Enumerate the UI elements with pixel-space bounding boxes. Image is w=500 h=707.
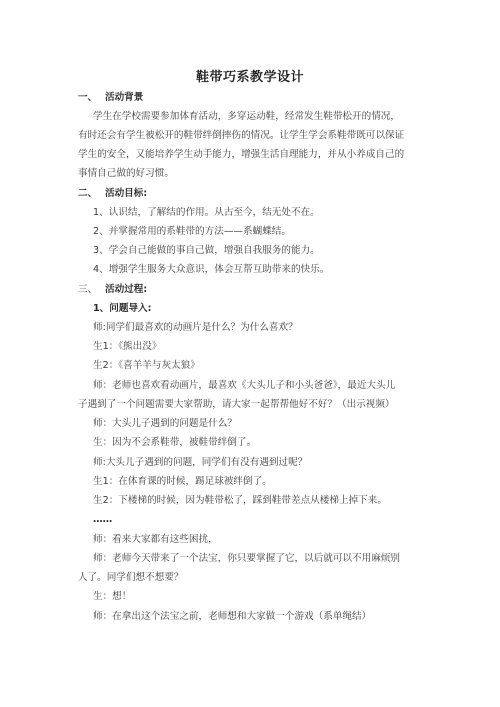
dialogue-line: 人了。同学们想不想要？ bbox=[78, 572, 184, 583]
goal-item: 2、并掌握常用的系鞋带的方法——系蝴蝶结。 bbox=[93, 226, 291, 237]
section-number: 二、 bbox=[78, 188, 98, 199]
section-heading-background: 活动背景 bbox=[105, 92, 144, 103]
dialogue-line: 生：想！ bbox=[93, 591, 132, 602]
section-heading-goals: 活动目标: bbox=[105, 188, 148, 199]
dialogue-line: 生1：在体育课的时候，踢足球被绊倒了。 bbox=[93, 476, 272, 487]
dialogue-line: 子遇到了一个问题需要大家帮助，请大家一起帮帮他好不好？（出示视频） bbox=[78, 399, 395, 410]
goal-item: 1、认识结，了解结的作用。从古至今，结无处不在。 bbox=[93, 207, 320, 218]
dialogue-line: 师:大头儿子遇到的问题，同学们有没有遇到过呢？ bbox=[93, 457, 308, 468]
dialogue-line: 生2：下楼梯的时候，因为鞋带松了，踩到鞋带差点从楼梯上掉下来。 bbox=[93, 495, 387, 506]
dialogue-line: 生：因为不会系鞋带，被鞋带绊倒了。 bbox=[93, 437, 257, 448]
ellipsis: …… bbox=[93, 514, 113, 525]
dialogue-line: 生2：《喜羊羊与灰太狼》 bbox=[93, 360, 200, 371]
dialogue-line: 师：看来大家都有这些困扰， bbox=[93, 534, 218, 545]
dialogue-line: 师：在拿出这个法宝之前，老师想和大家做一个游戏（系单绳结） bbox=[93, 611, 372, 622]
section-number: 一、 bbox=[78, 92, 98, 103]
background-line: 学生在学校需要参加体育活动，多穿运动鞋，经常发生鞋带松开的情况， bbox=[93, 111, 400, 122]
section-heading-process: 活动过程: bbox=[105, 284, 148, 295]
document-title: 鞋带巧系教学设计 bbox=[195, 70, 304, 85]
dialogue-line: 师：老师也喜欢看动画片，最喜欢《大头儿子和小头爸爸》，最近大头儿 bbox=[93, 380, 396, 391]
process-subheading: 1、问题导入: bbox=[93, 303, 152, 314]
background-line: 有时还会有学生被松开的鞋带绊倒摔伤的情况。让学生学会系鞋带既可以保证 bbox=[78, 130, 405, 141]
dialogue-line: 师:同学们最喜欢的动画片是什么？为什么喜欢？ bbox=[93, 322, 298, 333]
dialogue-line: 师：大头儿子遇到的问题是什么？ bbox=[93, 418, 237, 429]
dialogue-line: 师：老师今天带来了一个法宝，你只要掌握了它，以后就可以不用麻烦别 bbox=[93, 553, 400, 564]
background-line: 事情自己做的好习惯。 bbox=[78, 168, 174, 179]
goal-item: 3、学会自己能做的事自己做，增强自我服务的能力。 bbox=[93, 245, 320, 256]
section-number: 三、 bbox=[78, 284, 98, 295]
goal-item: 4、增强学生服务大众意识，体会互帮互助带来的快乐。 bbox=[93, 264, 330, 275]
background-line: 学生的安全，又能培养学生动手能力，增强生活自理能力，并从小养成自己的 bbox=[78, 149, 405, 160]
dialogue-line: 生1：《熊出没》 bbox=[93, 341, 162, 352]
